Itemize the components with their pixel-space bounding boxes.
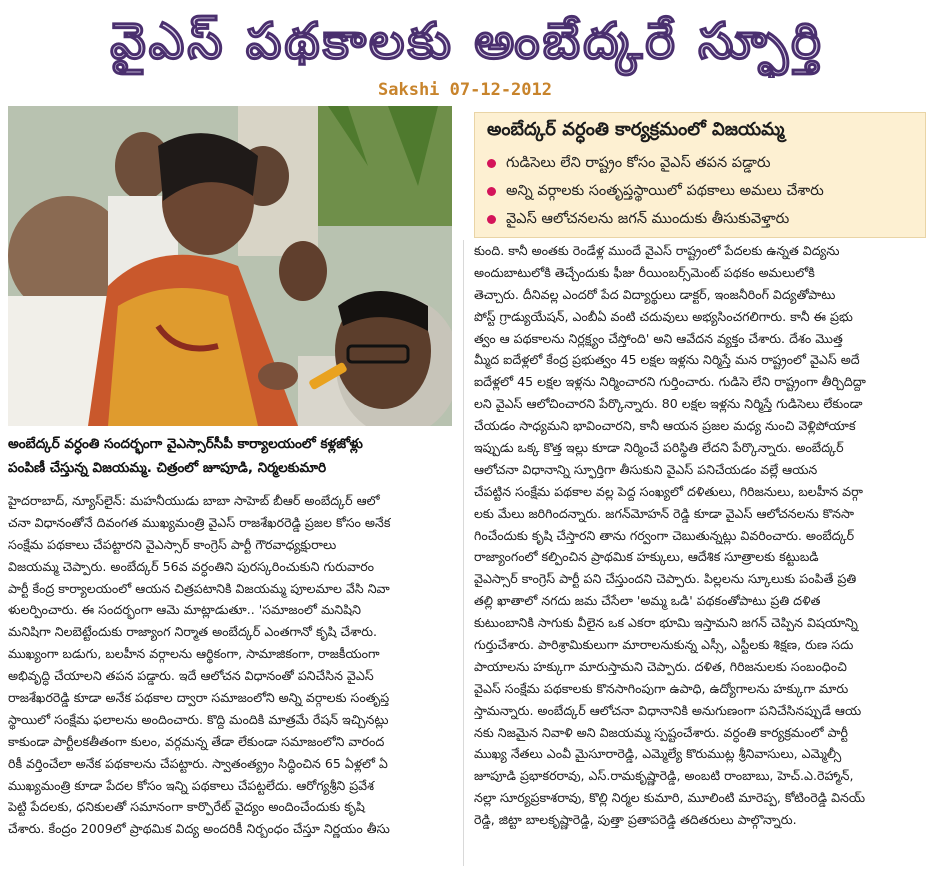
article-line: సంక్షేమ పథకాలు చేపట్టారని వైఎస్సార్ కాంగ్రెస్ పార్టీ గౌరవాధ్యక్షురాలు (8, 536, 337, 552)
news-photo-illustration (8, 106, 452, 426)
article-line: జూపూడి ప్రభాకరరావు, ఎస్.రామకృష్ణారెడ్డి, అంబటి రాంబాబు, హెచ్.ఎ.రెహ్మాన్, (474, 768, 854, 784)
article-line: అభివృద్ధి చేయాలని తపన పడ్డారు. ఇదే ఆలోచన విధానంతో పనిచేసిన వైఎస్ (8, 668, 374, 684)
article-line: ముఖ్య నేతలు ఎంవీ మైసూరారెడ్డి, ఎమ్మెల్యే కొరుముట్ల శ్రీనివాసులు, ఎమ్మెల్సీ (474, 746, 842, 762)
article-line: ఇప్పుడు ఒక్క కొత్త ఇల్లు కూడా నిర్మించే పరిస్థితి లేదని పేర్కొన్నారు. అంబేద్కర్ (474, 440, 844, 456)
highlight-item (487, 205, 917, 233)
article-line: ఐదేళ్లలో 45 లక్షల ఇళ్లను నిర్మించారని గుర్తించారు. గుడిసె లేని రాష్ట్రంగా తీర్చిదిద్దా (474, 374, 866, 390)
bullet-icon (487, 215, 496, 224)
article-line: పార్టీ కేంద్ర కార్యాలయంలో ఆయన చిత్రపటానికి విజయమ్మ పూలమాల వేసి నివా (8, 580, 390, 596)
article-line: చేపట్టిన సంక్షేమ పథకాల వల్ల పెద్ద సంఖ్యలో దళితులు, గిరిజనులు, బలహీన వర్గా (474, 483, 863, 499)
article-line: కుంది. కానీ అంతకు రెండేళ్ల ముందే వైఎస్ రాష్ట్రంలో పేదలకు ఉన్నత విద్యను (474, 243, 840, 258)
article-line: లని వైఎస్ ఆలోచించారని పేర్కొన్నారు. 80 లక్షల ఇళ్లను నిర్మిస్తే గుడిసెలు లేకుండా (474, 396, 863, 412)
source-dateline: Sakshi 07-12-2012 (378, 80, 552, 100)
article-line: విజయమ్మ చెప్పారు. అంబేద్కర్ 56వ వర్ధంతిని పురస్కరించుకుని గురువారం (8, 558, 375, 574)
highlight-item (487, 177, 917, 205)
highlight-text: అన్ని వర్గాలకు సంతృప్తస్థాయిలో పథకాలు అమలు చేశారు (506, 183, 824, 199)
article-line: త్వం ఆ పథకాలను నిర్లక్ష్యం చేస్తోంది' అని ఆవేదన వ్యక్తం చేశారు. దేశం మొత్త (474, 330, 843, 346)
article-line: చేశారు. కేంద్రం 2009లో ప్రాథమిక విద్య అందరికీ నిర్బంధం చేస్తూ నిర్ణయం తీసు (8, 821, 390, 837)
article-line: నకు నిజమైన నివాళి అని విజయమ్మ స్పష్టంచేశారు. వర్ధంతి కార్యక్రమంలో పార్టీ (474, 724, 849, 740)
article-line: రాజశేఖరరెడ్డి కూడా అనేక పథకాల ద్వారా సమాజంలోని అన్ని వర్గాలకు సంతృప్త (8, 690, 390, 706)
article-line: రాజ్యాంగంలో కల్పించిన ప్రాథమిక హక్కులు, ఆదేశిక సూత్రాలకు కట్టుబడి (474, 549, 819, 565)
caption-line: పంపిణీ చేస్తున్న విజయమ్మ. చిత్రంలో జూపూడి, నిర్మలకుమారి (8, 460, 327, 476)
article-line: పాయాలను హక్కుగా మారుస్తామని చెప్పారు. దళిత, గిరిజనులకు సంబంధించి (474, 658, 847, 674)
news-photo (8, 106, 452, 426)
article-line: పెట్టి పేదలకు, ధనికులతో సమానంగా కార్పొరేట్ వైద్యం అందించేందుకు కృషి (8, 799, 365, 815)
article-line: అందుబాటులోకి తెచ్చేందుకు ఫీజు రీయింబర్స్‌మెంట్ పథకం అమలులోకి (474, 264, 815, 280)
caption-line: అంబేద్కర్‌ వర్ధంతి సందర్భంగా వైఎస్సార్‌సీపీ కార్యాలయంలో కళ్లజోళ్లు (8, 436, 363, 452)
article-line: ఆలోచనా విధానాన్ని స్ఫూర్తిగా తీసుకుని వైఎస్ పనిచేయడం వల్లే ఆయన (474, 461, 818, 477)
article-line: కుటుంబానికి సాగుకు వీలైన ఒక ఎకరా భూమి ఇస్తామని జగన్ చెప్పిన విషయాన్ని (474, 615, 858, 631)
highlights-box (474, 112, 926, 238)
article-line: మ్మీద ఐదేళ్లలో కేంద్ర ప్రభుత్వం 45 లక్షల ఇళ్లను నిర్మిస్తే మన రాష్ట్రంలో వైఎస్ అదే (474, 352, 860, 368)
article-line: స్థాయిలో సంక్షేమ ఫలాలను అందించారు. కొద్ది మందికి మాత్రమే రేషన్ ఇచ్చినట్లు (8, 711, 389, 727)
article-line: పోస్ట్ గ్రాడ్యుయేషన్, ఎంబీఏ వంటి చదువులు అభ్యసించగలిగారు. కానీ ఈ ప్రభు (474, 308, 853, 324)
highlight-text: గుడిసెలు లేని రాష్ట్రం కోసం వైఎస్‌ తపన పడ్డారు (506, 155, 771, 171)
bullet-icon (487, 187, 496, 196)
article-line: చేయడం సాధ్యమని భావించారని, కానీ ఆయన ప్రజల మధ్య నుంచి వెళ్లిపోయాక (474, 418, 856, 434)
article-line: ముఖ్యంగా బడుగు, బలహీన వర్గాలను ఆర్థికంగా, సామాజికంగా, రాజకీయంగా (8, 646, 380, 662)
article-line: తెచ్చారు. దీనివల్ల ఎందరో పేద విద్యార్థులు డాక్టర్, ఇంజనీరింగ్ విద్యతోపాటు (474, 286, 836, 302)
article-line: వైఎస్ సంక్షేమ పథకాలకు కొనసాగింపుగా ఉపాధి, ఉద్యోగాలను హక్కుగా మారు (474, 680, 849, 696)
article-line: ళులర్పించారు. ఈ సందర్భంగా ఆమె మాట్లాడుతూ.. 'సమాజంలో మనిషిని (8, 602, 361, 618)
headline: వైఎస్‌ పథకాలకు అంబేద్కరే స్ఫూర్తి (110, 12, 824, 70)
highlight-item (487, 149, 917, 177)
article-line: చనా విధానంతోనే దివంగత ముఖ్యమంత్రి వైఎస్ రాజశేఖరరెడ్డి ప్రజల కోసం అనేక (8, 514, 391, 530)
column-divider (463, 240, 464, 866)
article-line: కాకుండా పార్టీలకతీతంగా కులం, వర్గమన్న తేడా లేకుండా సమాజంలోని వారంద (8, 733, 385, 749)
article-line: నల్లా సూర్యప్రకాశరావు, కొల్లి నిర్మల కుమారి, మూలింటి మారెప్ప, కోటింరెడ్డి వినయ్ (474, 790, 866, 806)
article-line: రెడ్డి, జిట్టా బాలకృష్ణారెడ్డి, పుత్తా ప్రతాపరెడ్డి తదితరులు పాల్గొన్నారు. (474, 812, 797, 828)
article-line: గించేందుకు కృషి చేస్తారని తాను గర్వంగా చెబుతున్నట్లు వివరించారు. అంబేద్కర్ (474, 527, 855, 543)
photo-caption (8, 432, 454, 484)
article-line: మనిషిగా నిలబెట్టేందుకు రాజ్యాంగ నిర్మాత అంబేద్కర్ ఎంతగానో కృషి చేశారు. (8, 624, 378, 640)
article-line: ముఖ్యమంత్రి కూడా పేదల కోసం ఇన్ని పథకాలు చేపట్టలేదు. ఆరోగ్యశ్రీని ప్రవేశ (8, 777, 375, 793)
article-line: వైఎస్సార్ కాంగ్రెస్ పార్టీ పని చేస్తుందని చెప్పారు. పిల్లలను స్కూలుకు పంపితే ప్రతి (474, 571, 857, 587)
highlight-text: వైఎస్‌ ఆలోచనలను జగన్‌ ముందుకు తీసుకువెళ్తారు (506, 211, 790, 227)
article-line: తల్లి ఖాతాలో నగదు జమ చేసేలా 'అమ్మ ఒడి' పథకంతోపాటు ప్రతి దళిత (474, 593, 821, 609)
highlights-title: అంబేద్కర్‌ వర్ధంతి కార్యక్రమంలో విజయమ్మ (487, 119, 785, 140)
article-column-left (8, 490, 456, 880)
article-line: గుర్తుచేశారు. పారిశ్రామికులుగా మారాలనుకున్న ఎస్సీ, ఎస్టీలకు శిక్షణ, రుణ సదు (474, 637, 854, 653)
highlights-list (487, 149, 917, 233)
article-line: లకు మేలు జరిగిందన్నారు. జగన్‌మోహన్ రెడ్డి కూడా వైఎస్ ఆలోచనలను కొనసా (474, 505, 854, 521)
article-line: హైదరాబాద్, న్యూస్‌లైన్: మహనీయుడు బాబా సాహెబ్ బీఆర్ అంబేద్కర్ ఆలో (8, 493, 380, 508)
bullet-icon (487, 159, 496, 168)
article-line: రికీ వర్తించేలా అనేక పథకాలను చేపట్టారు. స్వాతంత్య్రం సిద్ధించిన 65 ఏళ్లలో ఏ (8, 755, 388, 771)
article-line: స్తామన్నారు. అంబేద్కర్ ఆలోచనా విధానానికి అనుగుణంగా పనిచేసినప్పుడే ఆయ (474, 702, 862, 718)
article-column-right (474, 240, 926, 866)
